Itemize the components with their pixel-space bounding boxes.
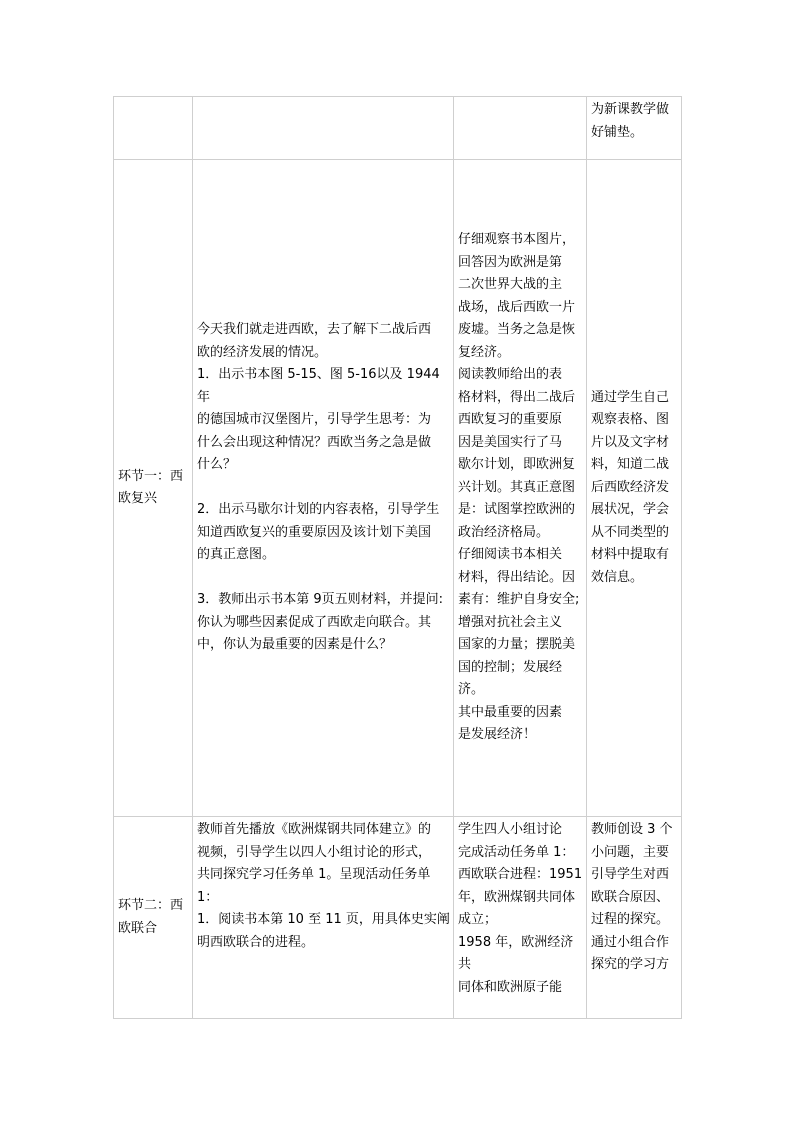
text-line: 3．教师出示书本第 9页五则材料，并提问: bbox=[197, 592, 444, 608]
text-line: 仔细阅读书本相关 bbox=[458, 547, 563, 563]
table-row bbox=[114, 160, 682, 817]
text-line: 教师首先播放《欧洲煤钢共同体建立》的 bbox=[197, 822, 432, 837]
blank-line bbox=[197, 567, 450, 590]
text-line: 1958 年，欧洲经济共 bbox=[458, 934, 574, 972]
text-line: 完成活动任务单 1： bbox=[458, 844, 575, 860]
design-intent-cell bbox=[587, 97, 682, 160]
text-line: 今天我们就走进西欧，去了解下二战后西 bbox=[197, 322, 432, 338]
text-line: 年，欧洲煤钢共同体 bbox=[458, 889, 576, 905]
text-line: 教师创设 3 个 bbox=[591, 822, 673, 837]
text-line: 效信息。 bbox=[591, 569, 644, 585]
text-line: 废墟。当务之急是恢 bbox=[458, 322, 576, 338]
text-line: 二次世界大战的主 bbox=[458, 277, 563, 293]
text-line: 通过小组合作 bbox=[591, 934, 670, 950]
text-line: 小问题，主要 bbox=[591, 844, 670, 860]
student-activity-cell bbox=[454, 160, 587, 817]
text-line: 欧联合原因、 bbox=[591, 889, 670, 905]
text-line: 格材料，得出二战后 bbox=[458, 389, 576, 405]
stage-cell bbox=[114, 160, 193, 817]
text-line: 1．阅读书本第 10 至 11 页，用具体史实阐 bbox=[197, 912, 450, 927]
text-line: 是：试图掌控欧洲的 bbox=[458, 502, 576, 518]
teacher-activity-cell bbox=[193, 97, 454, 160]
text-line: 仔细观察书本图片， bbox=[458, 232, 576, 248]
text-line: 西欧联合进程：1951 bbox=[458, 867, 583, 882]
text-line: 过程的探究。 bbox=[591, 912, 670, 927]
text-line: 材料中提取有 bbox=[591, 547, 670, 563]
text-line: 学生四人小组讨论 bbox=[458, 822, 563, 837]
text-line: 好铺垫。 bbox=[591, 124, 644, 140]
text-line: 中，你认为最重要的因素是什么？ bbox=[197, 637, 393, 653]
text-line: 通过学生自己 bbox=[591, 389, 670, 405]
text-line: 材料，得出结论。因 bbox=[458, 569, 576, 585]
text-line: 什么会出现这种情况？西欧当务之急是做 bbox=[197, 434, 432, 450]
text-line: 明西欧联合的进程。 bbox=[197, 934, 315, 950]
stage-cell bbox=[114, 97, 193, 160]
text-line: 西欧复习的重要原 bbox=[458, 412, 563, 428]
text-line: 同体和欧洲原子能 bbox=[458, 979, 563, 995]
table-row bbox=[114, 817, 682, 1019]
text-line: 2．出示马歇尔计划的内容表格，引导学生 bbox=[197, 502, 440, 518]
text-line: 其中最重要的因素 bbox=[458, 704, 563, 720]
text-line: 为新课教学做 bbox=[591, 102, 670, 117]
table-row bbox=[114, 97, 682, 160]
text-line: 后西欧经济发 bbox=[591, 479, 670, 495]
text-line: 料，知道二战 bbox=[591, 457, 670, 473]
text-line: 素有：维护自身安全; bbox=[458, 592, 580, 608]
text-line: 1： bbox=[197, 889, 219, 905]
teacher-activity-cell bbox=[193, 160, 454, 817]
text-line: 增强对抗社会主义 bbox=[458, 614, 563, 630]
design-intent-cell bbox=[587, 817, 682, 1019]
text-line: 欧的经济发展的情况。 bbox=[197, 344, 328, 360]
text-line: 的真正意图。 bbox=[197, 547, 276, 563]
text-line: 观察表格、图 bbox=[591, 412, 670, 428]
text-line: 是发展经济！ bbox=[458, 727, 537, 743]
text-line: 兴计划。其真正意图 bbox=[458, 479, 576, 495]
text-line: 共同探究学习任务单 1。呈现活动任务单 bbox=[197, 867, 431, 882]
text-line: 引导学生对西 bbox=[591, 867, 670, 882]
text-line: 阅读教师给出的表 bbox=[458, 367, 563, 383]
text-line: 因是美国实行了马 bbox=[458, 434, 563, 450]
text-line: 的德国城市汉堡图片，引导学生思考：为 bbox=[197, 412, 432, 428]
teacher-activity-cell bbox=[193, 817, 454, 1019]
text-line: 歇尔计划，即欧洲复 bbox=[458, 457, 576, 473]
lesson-plan-table bbox=[113, 96, 682, 1019]
stage-cell bbox=[114, 817, 193, 1019]
text-line: 复经济。 bbox=[458, 344, 511, 360]
design-intent-cell bbox=[587, 160, 682, 817]
text-line: 政治经济格局。 bbox=[458, 524, 550, 540]
text-line: 视频，引导学生以四人小组讨论的形式， bbox=[197, 844, 432, 860]
text-line: 国的控制；发展经济。 bbox=[458, 659, 563, 698]
text-line: 探究的学习方 bbox=[591, 957, 670, 972]
text-line: 从不同类型的 bbox=[591, 524, 670, 540]
blank-line bbox=[197, 477, 450, 500]
text-line: 什么？ bbox=[197, 457, 237, 473]
text-line: 战场，战后西欧一片 bbox=[458, 299, 576, 315]
text-line: 国家的力量；摆脱美 bbox=[458, 637, 576, 653]
stage-label: 环节一：西 bbox=[118, 468, 184, 484]
stage-label: 欧联合 bbox=[118, 920, 158, 936]
text-line: 展状况，学会 bbox=[591, 502, 670, 518]
text-line: 1．出示书本图 5-15、图 5-16以及 1944 年 bbox=[197, 367, 440, 405]
text-line: 片以及文字材 bbox=[591, 434, 670, 450]
text-line: 你认为哪些因素促成了西欧走向联合。其 bbox=[197, 614, 432, 630]
student-activity-cell bbox=[454, 97, 587, 160]
text-line: 知道西欧复兴的重要原因及该计划下美国 bbox=[197, 524, 432, 540]
stage-label: 欧复兴 bbox=[118, 491, 158, 506]
text-line: 成立； bbox=[458, 912, 498, 927]
student-activity-cell bbox=[454, 817, 587, 1019]
stage-label: 环节二：西 bbox=[118, 898, 184, 913]
text-line: 回答因为欧洲是第 bbox=[458, 254, 563, 270]
